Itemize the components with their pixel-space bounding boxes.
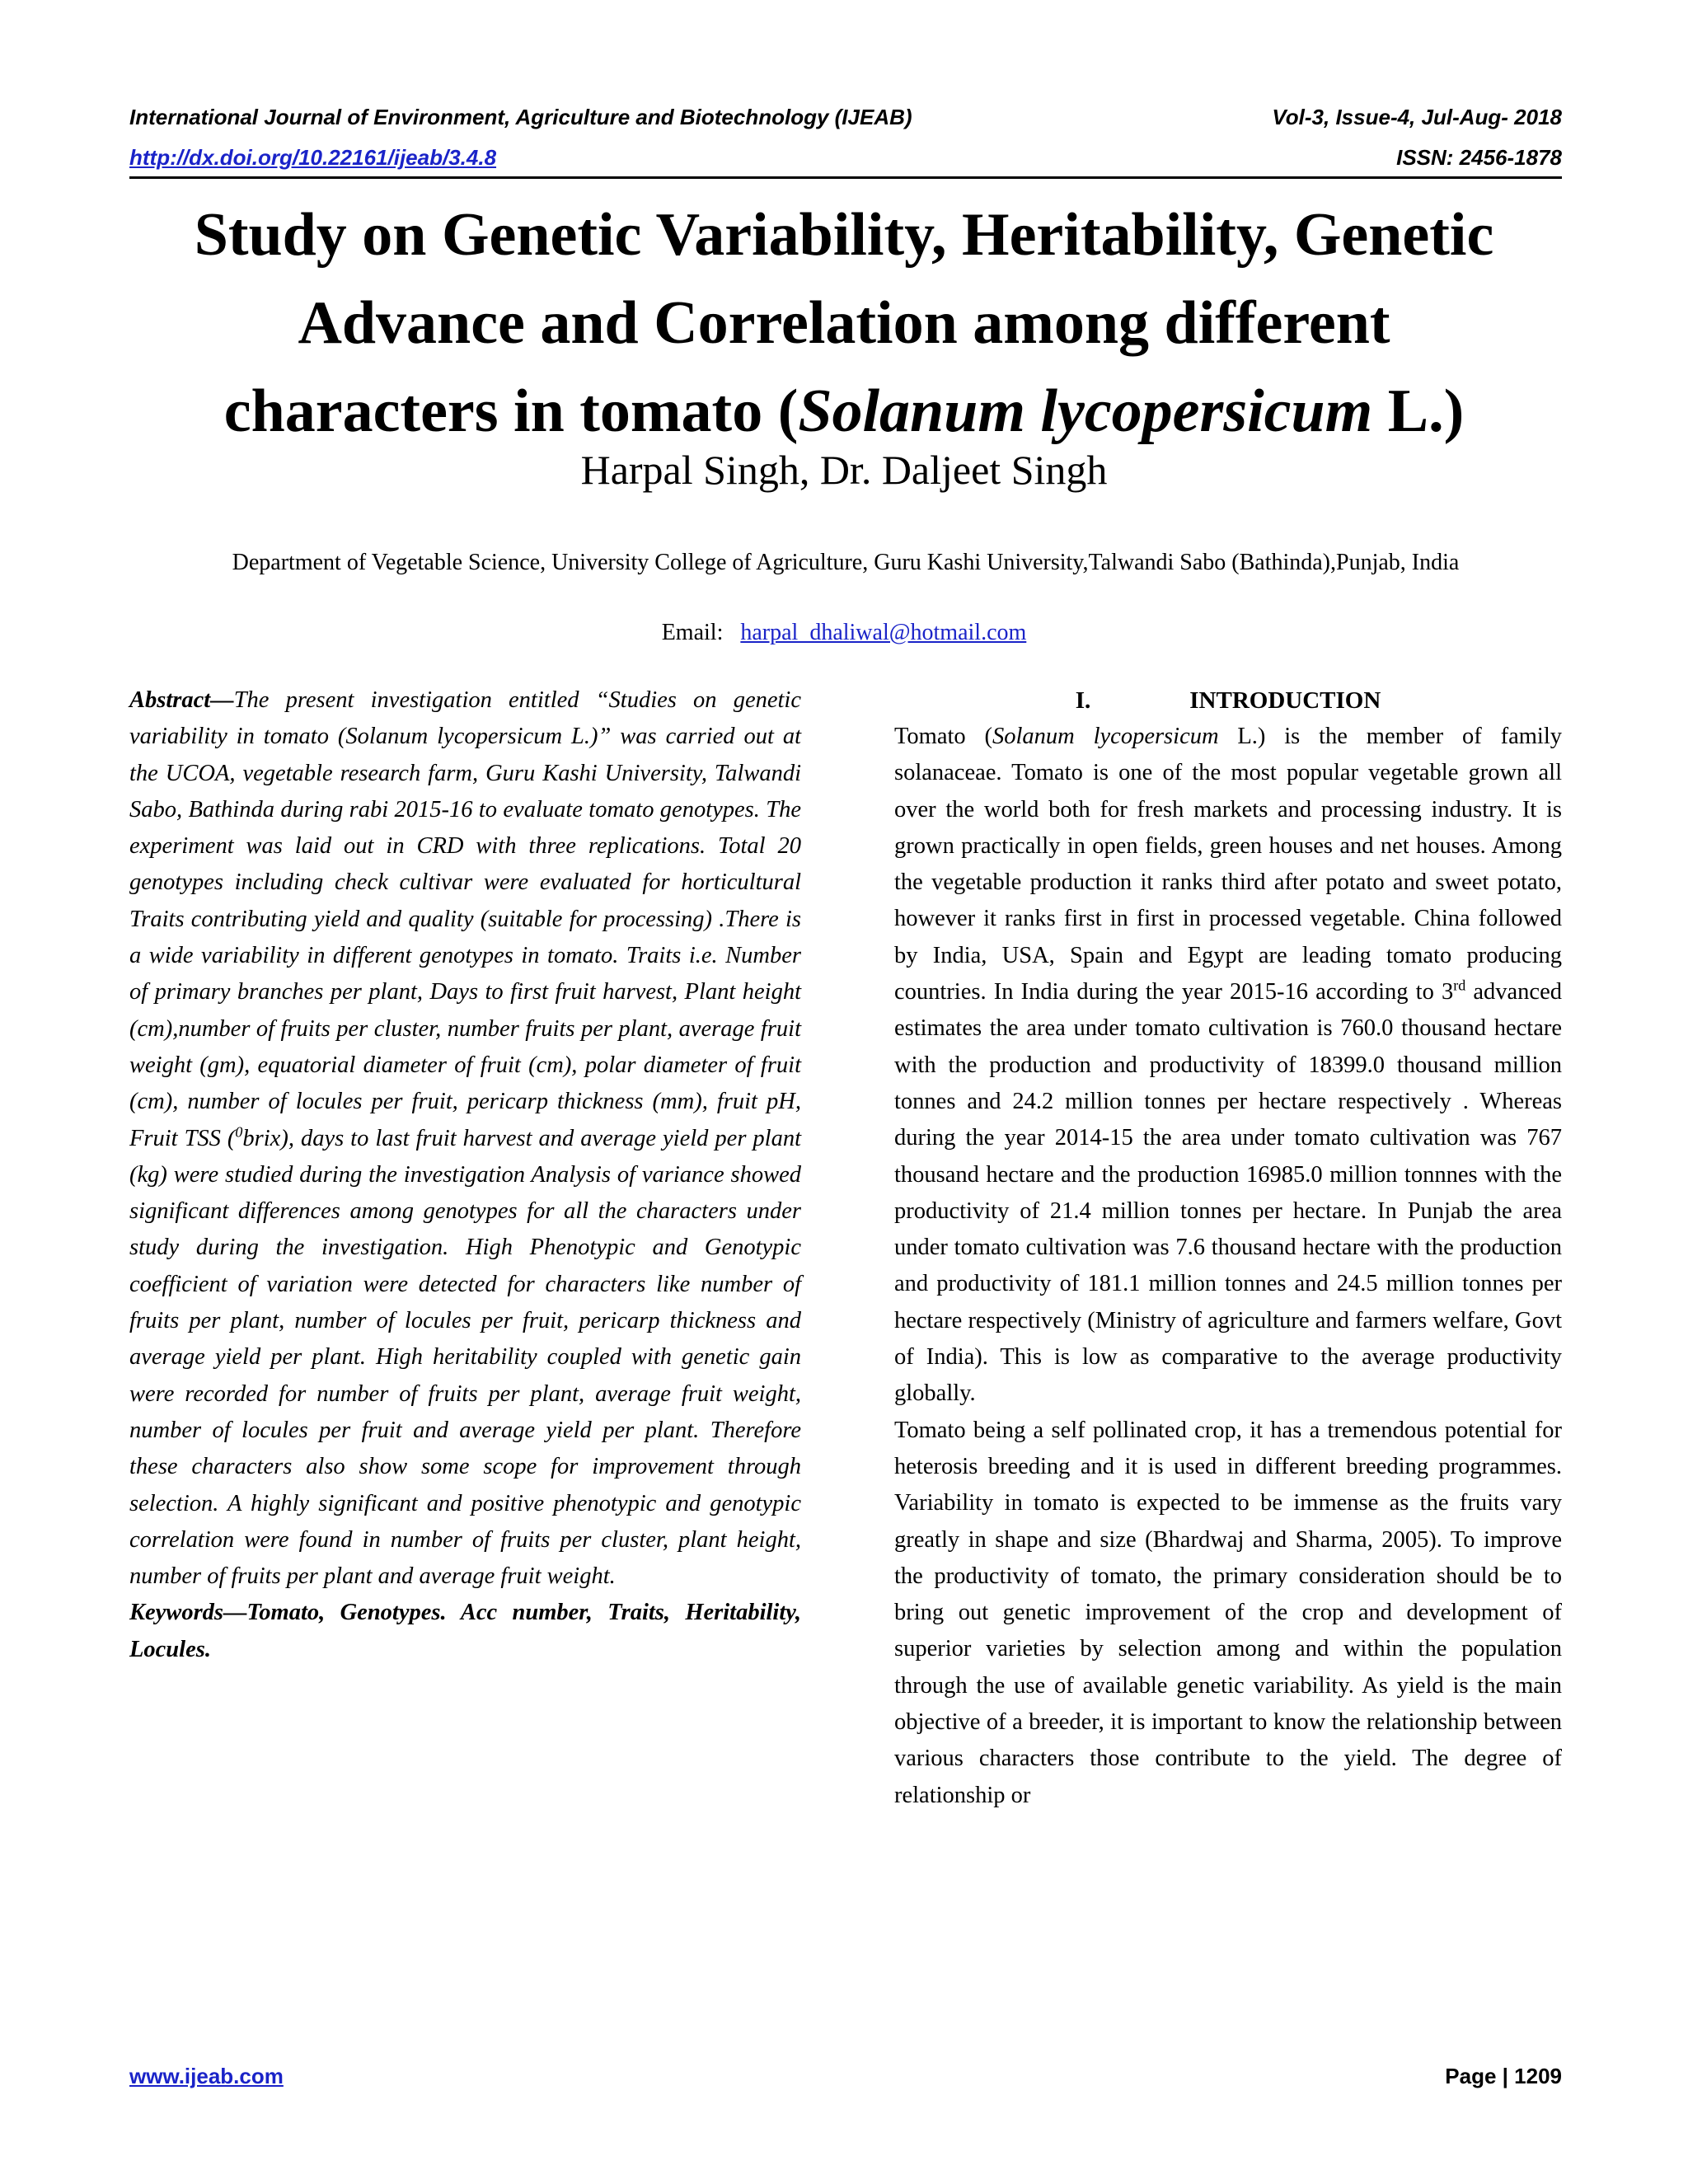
affiliation: Department of Vegetable Science, University College of Agriculture, Guru Kashi University,Talwandi Sabo (Bathinda),Punjab, India [232,550,1460,575]
section-number: I. [1075,687,1091,714]
email-row [0,616,1688,650]
intro-paragraph-1 [894,719,1562,1413]
title-line-3-start: characters in tomato ( [223,377,799,445]
intro-paragraph-2: Tomato being a self pollinated crop, it has a tremendous potential for heterosis breeding and it is used in different breeding programmes. Variability in tomato is expected to be immense as the fruits vary greatly in shape and size (Bhardwaj and Sharma, 2005). To improve the productivity of tomato, the primary consideration should be to bring out genetic improvement of the crop and development of superior varieties by selection among and within the population through the use of available genetic variability. As yield is the main objective of a breeder, it is important to know the relationship between various characters those contribute to the yield. The degree of relationship or [894,1417,1562,1808]
page-number: Page | 1209 [1445,2064,1562,2088]
site-link[interactable]: www.ijeab.com [129,2064,284,2088]
introduction-column [894,682,1562,1814]
abstract-label: Abstract— [129,687,234,713]
abstract-text-2: brix), days to last fruit harvest and average yield per plant (kg) were studied during the investigation Analysis of variance showed significant differences among genotypes for all the characters under study during the investigation. High Phenotypic and Genotypic coefficient of variation were detected for characters like number of fruits per plant, number of locules per fruit, pericarp thickness and average yield per plant. High heritability coupled with genetic gain were recorded for number of fruits per plant, average fruit weight, number of locules per fruit and average yield per plant. Therefore these characters also show some scope for improvement through selection. A highly significant and positive phenotypic and genotypic correlation were found in number of fruits per cluster, plant height, number of fruits per plant and average fruit weight. [129,1125,801,1590]
paper-title [99,191,1589,456]
intro-p1-text-b: advanced estimates the area under tomato cultivation is 760.0 thousand hectare with the production and productivity of 18399.0 thousand million tonnes and 24.2 million tonnes per hectare respectively . Whereas during the year 2014-15 the area under tomato cultivation was 767 thousand hectare and the production 16985.0 million tonnnes with the productivity of 21.4 million tonnes per hectare. In Punjab the area under tomato cultivation was 7.6 thousand hectare with the production and productivity of 181.1 million tonnes and 24.5 million tonnes per hectare respectively (Ministry of agriculture and farmers welfare, Govt of India). This is low as comparative to the average productivity globally. [894,979,1562,1407]
intro-superscript: rd [1453,977,1466,994]
running-header [129,104,1562,130]
running-header-doi-row [129,144,1562,171]
abstract [129,682,801,1595]
issn: ISSN: 2456-1878 [1396,145,1562,170]
authors: Harpal Singh, Dr. Daljeet Singh [580,447,1108,493]
title-species-name: Solanum lycopersicum [798,377,1373,445]
abstract-superscript: 0 [235,1123,243,1141]
abstract-text-1: The present investigation entitled “Studies on genetic variability in tomato (Solanum lycopersicum L.)” was carried out at the UCOA, vegetable research farm, Guru Kashi University, Talwandi Sabo, Bathinda during rabi 2015-16 to evaluate tomato genotypes. The experiment was laid out in CRD with three replications. Total 20 genotypes including check cultivar were evaluated for horticultural Traits contributing yield and quality (suitable for processing) .There is a wide variability in different genotypes in tomato. Traits i.e. Number of primary branches per plant, Days to first fruit harvest, Plant height (cm),number of fruits per cluster, number fruits per plant, average fruit weight (gm), equatorial diameter of fruit (cm), polar diameter of fruit (cm), number of locules per fruit, pericarp thickness (mm), fruit pH, Fruit TSS ( [129,687,801,1151]
title-line-1: Study on Genetic Variability, Heritability, Genetic [194,201,1494,269]
intro-p1-start: Tomato ( [894,724,992,749]
header-rule [129,176,1562,179]
volume-issue: Vol-3, Issue-4, Jul-Aug- 2018 [1272,105,1562,129]
journal-name: International Journal of Environment, Agriculture and Biotechnology (IJEAB) [129,105,912,129]
intro-p1-text-a: L.) is the member of family solanaceae. Tomato is one of the most popular vegetable grown all over the world both for fresh markets and processing industry. It is grown practically in open fields, green houses and net houses. Among the vegetable production it ranks third after potato and sweet potato, however it ranks first in first in processed vegetable. China followed by India, USA, Spain and Egypt are leading tomato producing countries. In India during the year 2015-16 according to 3 [894,724,1562,1005]
abstract-column [129,682,801,1668]
intro-species-name: Solanum lycopersicum [992,724,1219,749]
email-label: Email: [661,620,724,645]
email-link[interactable]: harpal_dhaliwal@hotmail.com [740,620,1027,645]
title-line-3 [99,368,1589,456]
doi-link[interactable]: http://dx.doi.org/10.22161/ijeab/3.4.8 [129,145,497,170]
title-line-3-end: L.) [1372,377,1465,445]
section-title: INTRODUCTION [1189,687,1381,714]
section-heading [894,682,1562,719]
keywords: Keywords—Tomato, Genotypes. Acc number, Traits, Heritability, Locules. [129,1600,801,1662]
page-footer [129,2064,1562,2089]
title-line-2: Advance and Correlation among different [298,289,1390,357]
